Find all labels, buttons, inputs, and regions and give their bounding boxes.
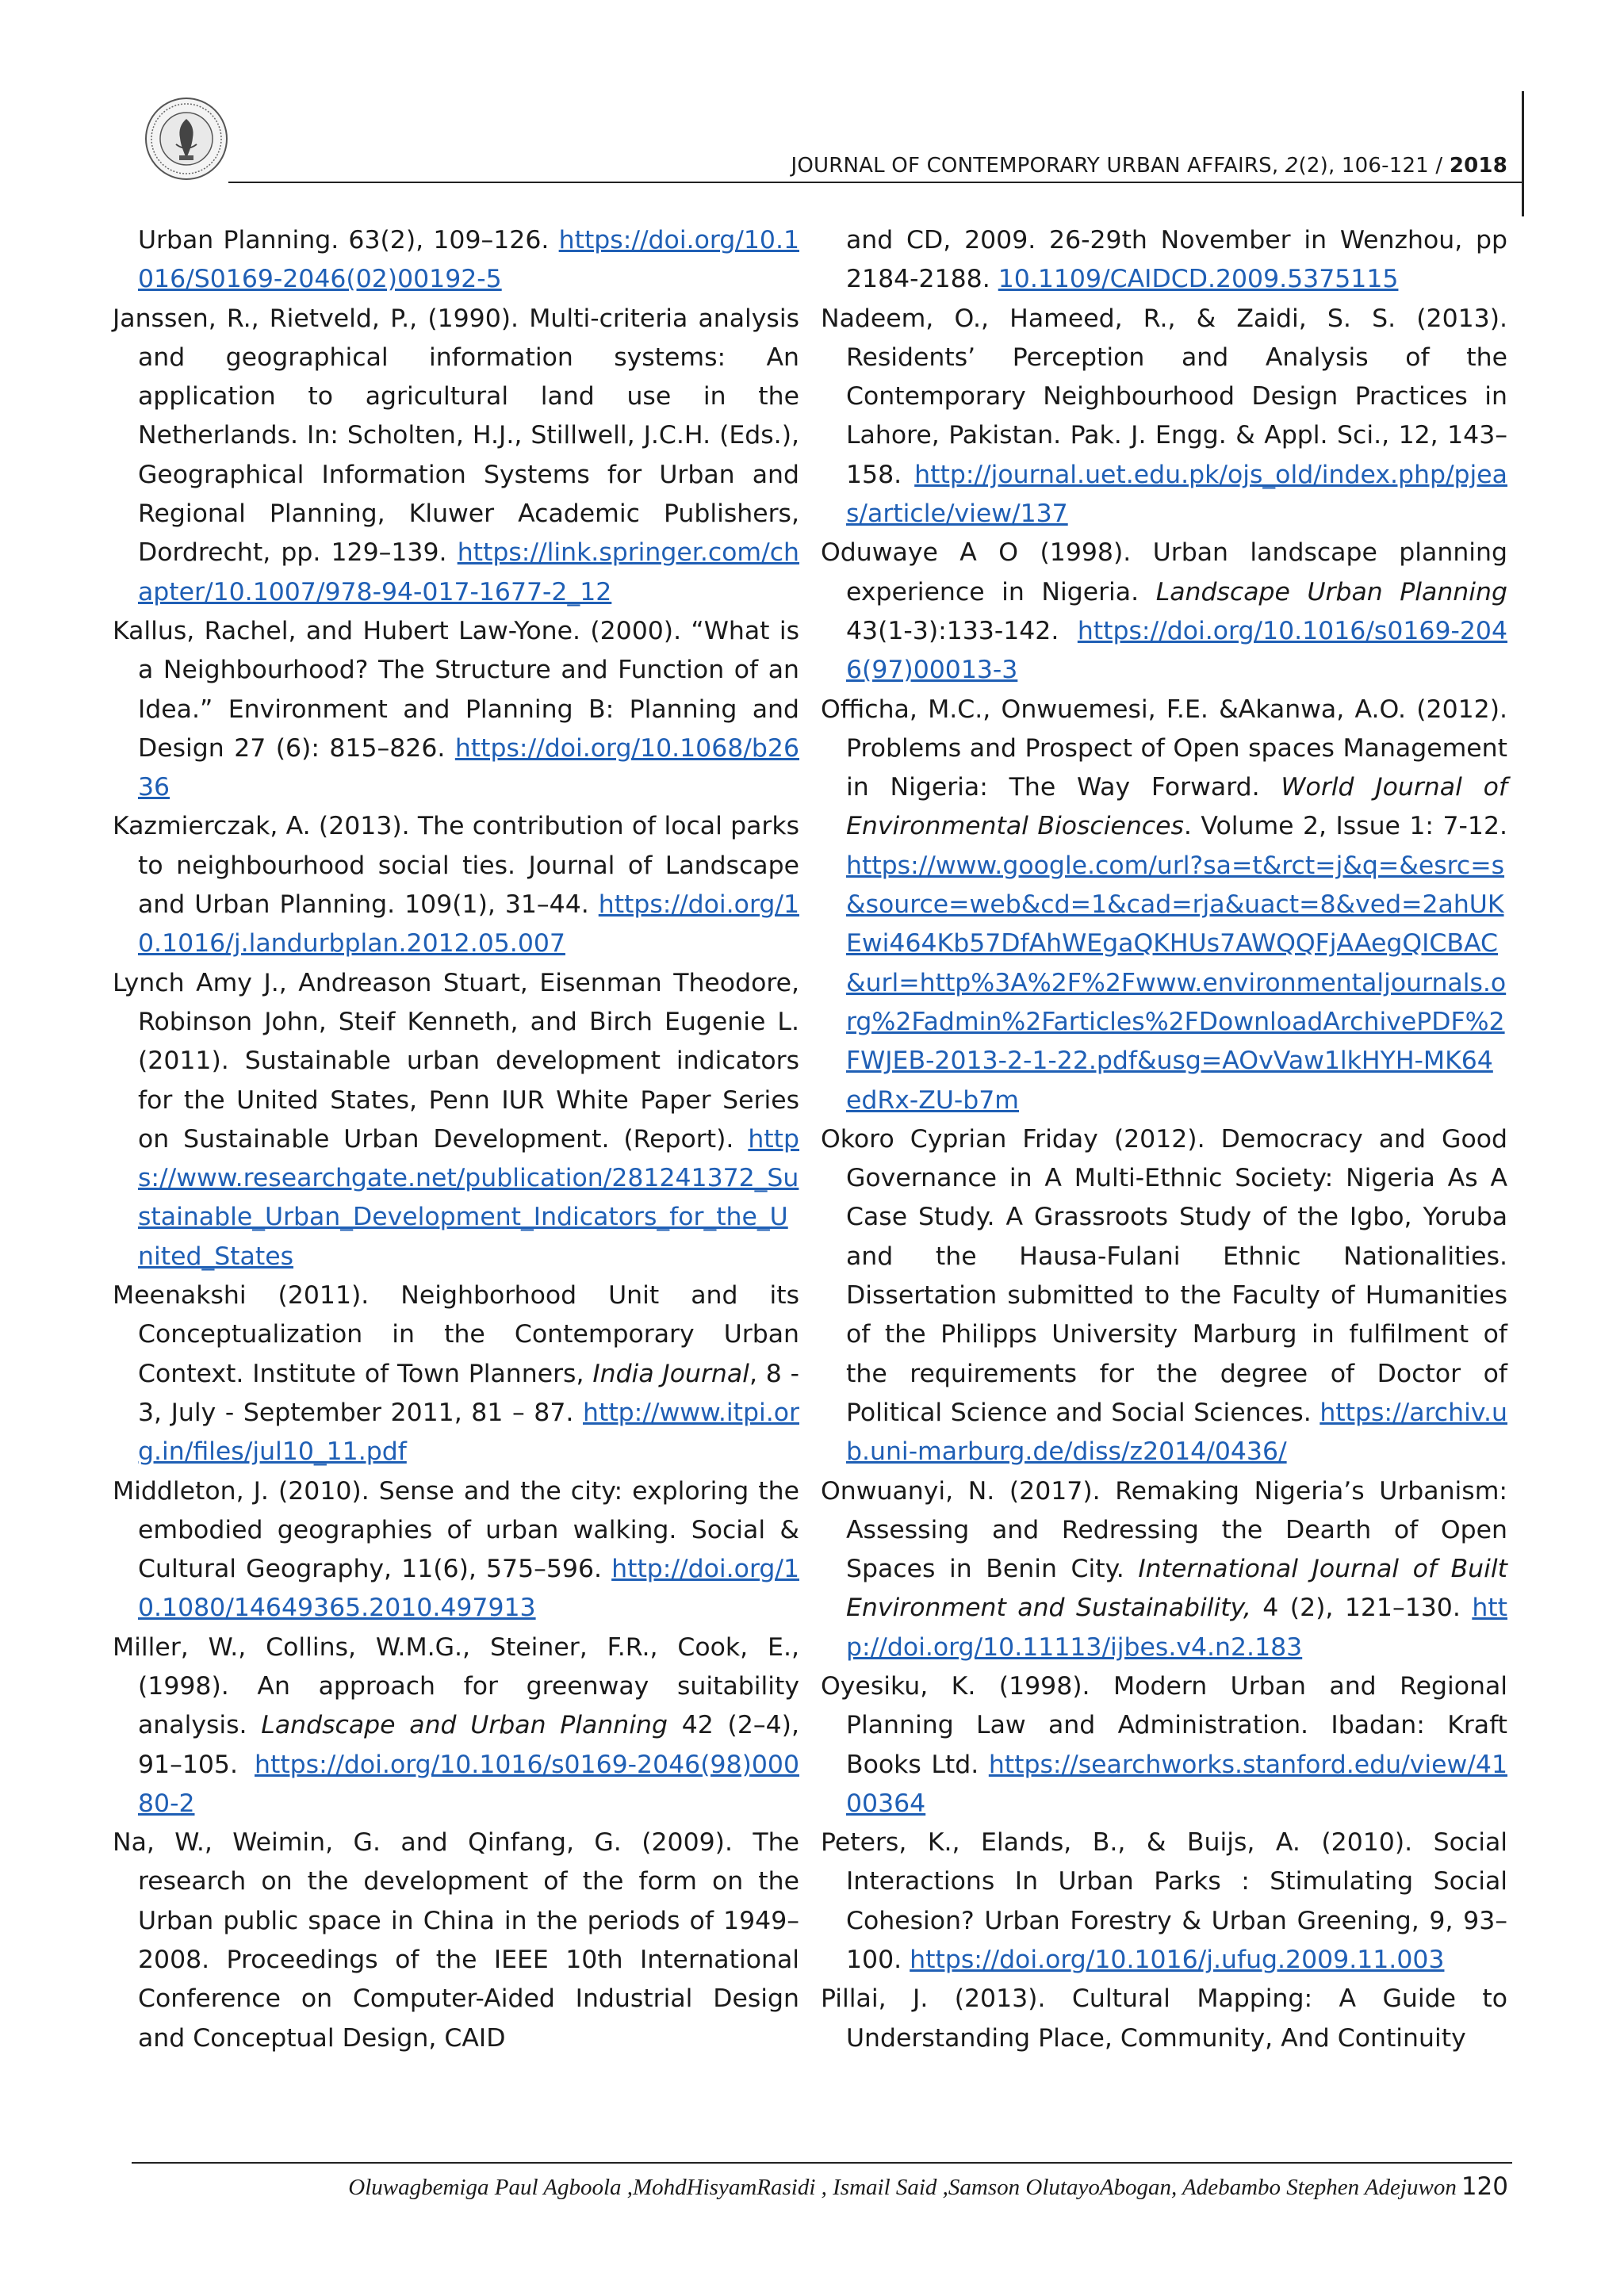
reference-entry: Officha, M.C., Onwuemesi, F.E. &Akanwa, A.O. (2012). Problems and Prospect of Open spaces Management in Nigeria: The Way Forward. World Journal of Environmental Biosciences. Volume 2, Issue 1: 7-12. https://www.google.com/url?sa=t&rct=j&q=&esrc=s&source=web&cd=1&cad=rja&uact=8&ved=2ahUKEwi464Kb57DfAhWEgaQKHUs7AWQQFjAAegQICBAC&url=http%3A%2F%2Fwww.environmentaljournals.org%2Fadmin%2Farticles%2FDownloadArchivePDF%2FWJEB-2013-2-1-22.pdf&usg=AOvVaw1lkHYH-MK64edRx-ZU-b7m [821, 695, 1507, 1115]
reference-link[interactable]: https://www.google.com/url?sa=t&rct=j&q=&esrc=s&source=web&cd=1&cad=rja&uact=8&ved=2ahUKEwi464Kb57DfAhWEgaQKHUs7AWQQFjAAegQICBAC&url=http%3A%2F%2Fwww.environmentaljournals.org%2Fadmin%2Farticles%2FDownloadArchivePDF%2FWJEB-2013-2-1-22.pdf&usg=AOvVaw1lkHYH-MK64edRx-ZU-b7m [846, 851, 1507, 1115]
reference-entry: Meenakshi (2011). Neighborhood Unit and its Conceptualization in the Contemporary Urban Context. Institute of Town Planners, India Journal, 8 - 3, July - September 2011, 81 – 87. http://www.itpi.org.in/files/jul10_11.pdf [113, 1281, 799, 1467]
journal-header: JOURNAL OF CONTEMPORARY URBAN AFFAIRS, 2(2), 106-121 / 2018 [791, 154, 1507, 178]
reference-link[interactable]: 10.1109/CAIDCD.2009.5375115 [998, 265, 1399, 294]
reference-entry: Okoro Cyprian Friday (2012). Democracy and Good Governance in A Multi-Ethnic Society: Nigeria As A Case Study. A Grassroots Study of the Igbo, Yoruba and the Hausa-Fulani Ethnic Nationalities. Dissertation submitted to the Faculty of Humanities of the Philipps University Marburg in fulfilment of the requirements for the degree of Doctor of Political Science and Social Sciences. https://archiv.ub.uni-marburg.de/diss/z2014/0436/ [821, 1124, 1507, 1467]
reference-link[interactable]: https://doi.org/10.1016/j.ufug.2009.11.003 [910, 1946, 1445, 1975]
reference-link[interactable]: https://doi.org/10.1016/S0169-2046(02)00192-5 [138, 226, 799, 294]
reference-entry: Onwuanyi, N. (2017). Remaking Nigeria’s Urbanism: Assessing and Redressing the Dearth of Open Spaces in Benin City. International Journal of Built Environment and Sustainability, 4 (2), 121–130. http://doi.org/10.11113/ijbes.v4.n2.183 [821, 1476, 1507, 1662]
footer-authors: Oluwagbemiga Paul Agboola ,MohdHisyamRasidi , Ismail Said ,Samson OlutayoAbogan, Adebambo Stephen Adejuwon [348, 2175, 1457, 2200]
right-column [821, 221, 1507, 2058]
reference-link[interactable]: https://doi.org/10.1016/j.landurbplan.2012.05.007 [138, 890, 799, 959]
reference-link[interactable]: https://link.springer.com/chapter/10.1007/978-94-017-1677-2_12 [138, 538, 800, 607]
reference-entry: Nadeem, O., Hameed, R., & Zaidi, S. S. (2013). Residents’ Perception and Analysis of the Contemporary Neighbourhood Design Practices in Lahore, Pakistan. Pak. J. Engg. & Appl. Sci., 12, 143–158. http://journal.uet.edu.pk/ojs_old/index.php/pjeas/article/view/137 [821, 304, 1507, 529]
page-footer [348, 2172, 1508, 2201]
reference-link[interactable]: https://searchworks.stanford.edu/view/4100364 [846, 1750, 1507, 1818]
reference-entry: Oduwaye A O (1998). Urban landscape planning experience in Nigeria. Landscape Urban Planning 43(1-3):133-142. https://doi.org/10.1016/s0169-2046(97)00013-3 [821, 538, 1507, 685]
reference-link[interactable]: http://www.itpi.org.in/files/jul10_11.pdf [138, 1398, 799, 1467]
reference-entry: Middleton, J. (2010). Sense and the city: exploring the embodied geographies of urban walking. Social & Cultural Geography, 11(6), 575–596. http://doi.org/10.1080/14649365.2010.497913 [113, 1476, 799, 1623]
header-vertical-rule [1522, 91, 1524, 216]
left-column [113, 221, 799, 2058]
footer-rule [132, 2162, 1512, 2164]
header-rule [228, 182, 1522, 183]
reference-entry: and CD, 2009. 26-29th November in Wenzhou, pp 2184-2188. 10.1109/CAIDCD.2009.5375115 [846, 226, 1507, 294]
reference-entry: Janssen, R., Rietveld, P., (1990). Multi-criteria analysis and geographical information systems: An application to agricultural land use in the Netherlands. In: Scholten, H.J., Stillwell, J.C.H. (Eds.), Geographical Information Systems for Urban and Regional Planning, Kluwer Academic Publishers, Dordrecht, pp. 129–139. https://link.springer.com/chapter/10.1007/978-94-017-1677-2_12 [113, 304, 800, 607]
reference-entry: Na, W., Weimin, G. and Qinfang, G. (2009). The research on the development of the form on the Urban public space in China in the periods of 1949–2008. Proceedings of the IEEE 10th International Conference on Computer-Aided Industrial Design and Conceptual Design, CAID [113, 1828, 799, 2053]
reference-entry: Pillai, J. (2013). Cultural Mapping: A Guide to Understanding Place, Community, And Continuity [821, 1984, 1507, 2053]
reference-entry: Peters, K., Elands, B., & Buijs, A. (2010). Social Interactions In Urban Parks : Stimulating Social Cohesion? Urban Forestry & Urban Greening, 9, 93–100. https://doi.org/10.1016/j.ufug.2009.11.003 [821, 1828, 1507, 1975]
reference-link[interactable]: https://www.researchgate.net/publication/281241372_Sustainable_Urban_Development_Indicators_for_the_United_States [138, 1124, 800, 1271]
journal-seal-icon [144, 97, 228, 181]
reference-entry: Urban Planning. 63(2), 109–126. https://doi.org/10.1016/S0169-2046(02)00192-5 [138, 226, 799, 294]
reference-link[interactable]: https://archiv.ub.uni-marburg.de/diss/z2014/0436/ [846, 1398, 1507, 1467]
reference-link[interactable]: http://journal.uet.edu.pk/ojs_old/index.php/pjeas/article/view/137 [846, 460, 1507, 529]
reference-entry: Miller, W., Collins, W.M.G., Steiner, F.R., Cook, E., (1998). An approach for greenway suitability analysis. Landscape and Urban Planning 42 (2–4), 91–105. https://doi.org/10.1016/s0169-2046(98)00080-2 [113, 1632, 799, 1818]
reference-link[interactable]: https://doi.org/10.1016/s0169-2046(97)00013-3 [846, 616, 1507, 685]
reference-link[interactable]: http://doi.org/10.11113/ijbes.v4.n2.183 [846, 1594, 1507, 1662]
page-number: 120 [1461, 2172, 1508, 2201]
reference-link[interactable]: http://doi.org/10.1080/14649365.2010.497913 [138, 1555, 799, 1623]
reference-link[interactable]: https://doi.org/10.1016/s0169-2046(98)00080-2 [138, 1750, 799, 1818]
reference-entry: Kallus, Rachel, and Hubert Law-Yone. (2000). “What is a Neighbourhood? The Structure and Function of an Idea.” Environment and Planning B: Planning and Design 27 (6): 815–826. https://doi.org/10.1068/b2636 [113, 616, 799, 802]
reference-entry: Kazmierczak, A. (2013). The contribution of local parks to neighbourhood social ties. Journal of Landscape and Urban Planning. 109(1), 31–44. https://doi.org/10.1016/j.landurbplan.2012.05.007 [113, 812, 799, 959]
reference-link[interactable]: https://doi.org/10.1068/b2636 [138, 733, 799, 802]
reference-entry: Oyesiku, K. (1998). Modern Urban and Regional Planning Law and Administration. Ibadan: Kraft Books Ltd. https://searchworks.stanford.edu/view/4100364 [821, 1671, 1507, 1818]
reference-entry: Lynch Amy J., Andreason Stuart, Eisenman Theodore, Robinson John, Steif Kenneth, and Birch Eugenie L. (2011). Sustainable urban development indicators for the United States, Penn IUR White Paper Series on Sustainable Urban Development. (Report). https://www.researchgate.net/publication/281241372_Sustainable_Urban_Development_Indicators_for_the_United_States [113, 968, 800, 1271]
